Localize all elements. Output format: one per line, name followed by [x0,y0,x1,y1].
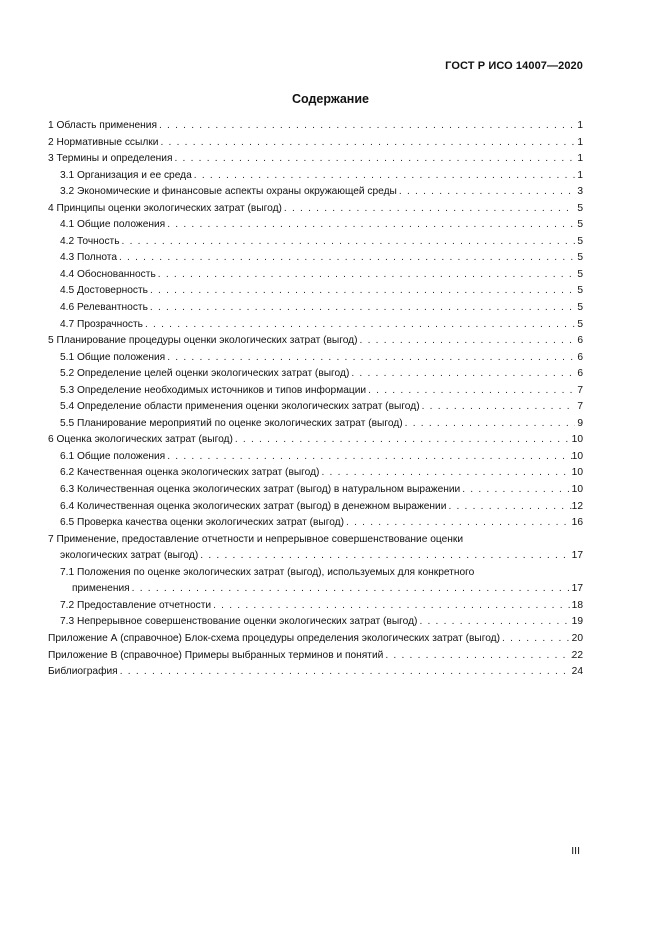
toc-entry-page: 6 [577,351,583,363]
dot-leader [158,135,575,152]
dot-leader [148,283,575,300]
dot-leader [118,664,572,681]
toc-entry-page: 18 [571,599,583,611]
toc-entry[interactable] [48,631,583,648]
toc-entry[interactable] [48,283,583,300]
toc-entry-label: 6.3 Количественная оценка экологических затрат (выгод) в натуральном выражении [60,484,461,496]
toc-entry-page: 19 [571,616,583,628]
toc-entry-label: 7.1 Положения по оценке экологических затрат (выгод), используемых для конкретного [60,566,475,578]
toc-entry-label: 5.2 Определение целей оценки экологических затрат (выгод) [60,368,350,380]
dot-leader [358,333,575,350]
toc-entry-page: 22 [571,649,583,661]
toc-entry[interactable] [48,532,583,565]
toc-entry-page: 1 [577,136,583,148]
toc-entry[interactable] [48,449,583,466]
dot-leader [211,598,572,615]
toc-entry[interactable] [48,465,583,482]
toc-entry-page: 10 [571,484,583,496]
dot-leader [446,499,571,516]
toc-entry-page: 3 [577,186,583,198]
toc-entry[interactable] [48,515,583,532]
toc-entry-label: Библиография [48,666,118,678]
toc-entry-label: 5.1 Общие положения [60,351,166,363]
toc-entry-page: 7 [577,384,583,396]
dot-leader [120,234,575,251]
toc-entry[interactable] [48,217,583,234]
toc-entry[interactable] [48,151,583,168]
toc-entry-label: 4.5 Достоверность [60,285,148,297]
dot-leader [165,350,575,367]
toc-entry-label: 4 Принципы оценки экологических затрат (выгод) [48,202,282,214]
dot-leader [403,416,575,433]
toc-entry-page: 5 [577,219,583,231]
toc-entry[interactable] [48,383,583,400]
toc-entry[interactable] [48,614,583,631]
dot-leader [143,317,575,334]
toc-entry-page: 12 [571,500,583,512]
toc-entry-page: 5 [577,268,583,280]
toc-entry-label: 6 Оценка экологических затрат (выгод) [48,434,233,446]
toc-entry[interactable] [48,350,583,367]
toc-title: Содержание [291,92,369,106]
toc-entry-page: 5 [577,235,583,247]
dot-leader [157,118,575,135]
toc-entry-label: 4.6 Релевантность [60,302,148,314]
toc-entry-label: 4.1 Общие положения [60,219,166,231]
toc-entry[interactable] [48,432,583,449]
toc-entry[interactable] [48,135,583,152]
toc-entry-label: 5 Планирование процедуры оценки экологических затрат (выгод) [48,335,358,347]
toc-entry[interactable] [48,201,583,218]
toc-entry-label: 4.3 Полнота [60,252,117,264]
toc-entry-page: 10 [571,450,583,462]
dot-leader [192,168,575,185]
toc-entry[interactable] [48,267,583,284]
toc-entry-label: 7.2 Предоставление отчетности [60,599,212,611]
dot-leader [383,648,571,665]
dot-leader [156,267,575,284]
toc-entry-page: 24 [571,666,583,678]
toc-entry[interactable] [48,118,583,135]
toc-entry-label-continued: экологических затрат (выгод) [60,550,199,562]
dot-leader [148,300,575,317]
document-code: ГОСТ Р ИСО 14007—2020 [445,60,583,72]
dot-leader [349,366,575,383]
toc-entry[interactable] [48,300,583,317]
toc-entry-page: 5 [577,285,583,297]
toc-entry[interactable] [48,648,583,665]
toc-entry-page: 5 [577,302,583,314]
dot-leader [460,482,571,499]
dot-leader [165,449,571,466]
toc-entry-label: 2 Нормативные ссылки [48,136,159,148]
toc-entry[interactable] [48,366,583,383]
toc-entry[interactable] [48,317,583,334]
toc-entry-page: 10 [571,467,583,479]
toc-entry-page: 1 [577,153,583,165]
toc-entry[interactable] [48,333,583,350]
toc-entry-page: 5 [577,252,583,264]
dot-leader [420,399,575,416]
toc-entry-label: 3.2 Экономические и финансовые аспекты охраны окружающей среды [60,186,397,198]
dot-leader [417,614,571,631]
toc-entry-label: Приложение А (справочное) Блок-схема процедуры определения экологических затрат (выгод) [48,632,501,644]
toc-entry-page: 17 [571,583,583,595]
dot-leader [165,217,575,234]
dot-leader [130,581,572,598]
dot-leader [282,201,575,218]
dot-leader [198,548,571,565]
toc-entry-label: 5.5 Планирование мероприятий по оценке экологических затрат (выгод) [60,417,403,429]
dot-leader [319,465,571,482]
toc-entry-page: 6 [577,335,583,347]
toc-entry[interactable] [48,184,583,201]
toc-entry-label: 6.2 Качественная оценка экологических затрат (выгод) [60,467,320,479]
toc-entry-label: 6.5 Проверка качества оценки экологических затрат (выгод) [60,517,345,529]
toc-entry-page: 16 [571,517,583,529]
toc-entry-label: 5.4 Определение области применения оценки экологических затрат (выгод) [60,401,420,413]
toc-entry[interactable] [48,565,583,598]
toc-entry[interactable] [48,499,583,516]
toc-entry-label: 1 Область применения [48,120,157,131]
toc-entry-label: 6.4 Количественная оценка экологических затрат (выгод) в денежном выражении [60,500,447,512]
toc-entry-label: 3 Термины и определения [48,153,173,165]
toc-entry-page: 5 [577,202,583,214]
dot-leader [117,250,575,267]
dot-leader [233,432,572,449]
toc-entry-page: 1 [577,120,583,131]
toc-entry[interactable] [48,482,583,499]
toc-entry[interactable] [48,250,583,267]
toc-entry-label: 5.3 Определение необходимых источников и типов информации [60,384,367,396]
toc-entry-page: 10 [571,434,583,446]
toc-entry[interactable] [48,234,583,251]
dot-leader [397,184,575,201]
toc-entry-label: Приложение В (справочное) Примеры выбранных терминов и понятий [48,649,384,661]
toc-entry-page: 6 [577,368,583,380]
dot-leader [366,383,575,400]
toc-entry[interactable] [48,168,583,185]
toc-entry[interactable] [48,598,583,615]
toc-entry[interactable] [48,416,583,433]
dot-leader [344,515,572,532]
toc-entry-page: 20 [571,632,583,644]
dot-leader [172,151,575,168]
table-of-contents [48,118,583,681]
toc-entry-label: 4.7 Прозрачность [60,318,143,330]
toc-entry[interactable] [48,399,583,416]
toc-entry-label: 4.2 Точность [60,235,120,247]
toc-entry-label: 4.4 Обоснованность [60,268,156,280]
toc-entry-page: 7 [577,401,583,413]
toc-entry-page: 1 [577,169,583,181]
toc-entry-label-continued: применения [72,583,130,595]
toc-entry-page: 9 [577,417,583,429]
toc-entry-page: 5 [577,318,583,330]
page-number: III [571,845,580,857]
toc-entry-label: 6.1 Общие положения [60,450,166,462]
toc-entry[interactable] [48,664,583,681]
dot-leader [500,631,572,648]
toc-entry-page: 17 [571,550,583,562]
toc-entry-label: 3.1 Организация и ее среда [60,169,192,181]
toc-entry-label: 7 Применение, предоставление отчетности и непрерывное совершенствование оценки [48,533,464,545]
toc-entry-label: 7.3 Непрерывное совершенствование оценки экологических затрат (выгод) [60,616,418,628]
